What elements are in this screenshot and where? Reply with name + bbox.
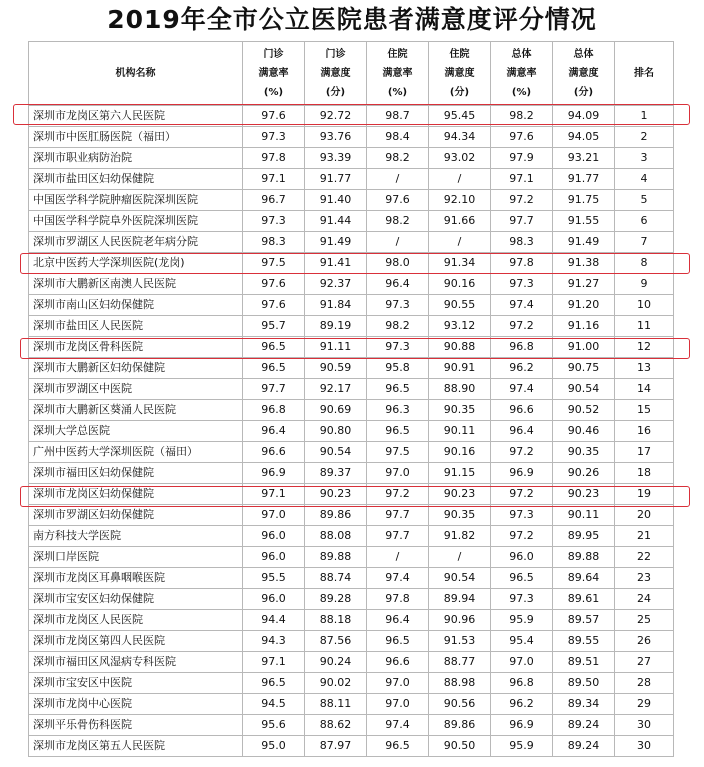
cell-institution-name: 深圳市龙岗区骨科医院 xyxy=(29,337,243,358)
cell-rank: 11 xyxy=(615,316,674,337)
cell-overall-rate: 97.2 xyxy=(491,442,553,463)
cell-outpatient-score: 90.24 xyxy=(305,652,367,673)
cell-institution-name: 深圳大学总医院 xyxy=(29,421,243,442)
cell-overall-score: 91.75 xyxy=(553,190,615,211)
table-row xyxy=(29,358,674,379)
cell-institution-name: 深圳市罗湖区人民医院老年病分院 xyxy=(29,232,243,253)
cell-overall-rate: 96.4 xyxy=(491,421,553,442)
cell-inpatient-rate: 98.2 xyxy=(367,211,429,232)
cell-inpatient-score: 90.56 xyxy=(429,694,491,715)
cell-inpatient-score: 90.35 xyxy=(429,400,491,421)
table-body xyxy=(29,106,674,757)
cell-inpatient-rate: 96.5 xyxy=(367,421,429,442)
cell-outpatient-rate: 96.6 xyxy=(243,442,305,463)
cell-outpatient-rate: 97.6 xyxy=(243,274,305,295)
cell-institution-name: 深圳市南山区妇幼保健院 xyxy=(29,295,243,316)
cell-outpatient-score: 92.17 xyxy=(305,379,367,400)
cell-inpatient-score: 90.11 xyxy=(429,421,491,442)
cell-rank: 8 xyxy=(615,253,674,274)
cell-inpatient-score: 90.96 xyxy=(429,610,491,631)
cell-rank: 20 xyxy=(615,505,674,526)
cell-inpatient-rate: 96.6 xyxy=(367,652,429,673)
cell-outpatient-score: 91.49 xyxy=(305,232,367,253)
cell-overall-score: 89.24 xyxy=(553,715,615,736)
cell-rank: 24 xyxy=(615,589,674,610)
cell-institution-name: 深圳市龙岗区耳鼻咽喉医院 xyxy=(29,568,243,589)
table-row xyxy=(29,610,674,631)
cell-outpatient-score: 88.18 xyxy=(305,610,367,631)
cell-outpatient-rate: 97.1 xyxy=(243,484,305,505)
table-row xyxy=(29,274,674,295)
cell-overall-rate: 95.9 xyxy=(491,610,553,631)
cell-inpatient-rate: 97.5 xyxy=(367,442,429,463)
cell-overall-score: 91.20 xyxy=(553,295,615,316)
cell-overall-score: 90.23 xyxy=(553,484,615,505)
cell-overall-rate: 96.8 xyxy=(491,673,553,694)
cell-outpatient-rate: 95.5 xyxy=(243,568,305,589)
cell-overall-score: 90.11 xyxy=(553,505,615,526)
cell-overall-score: 89.64 xyxy=(553,568,615,589)
cell-institution-name: 深圳市罗湖区妇幼保健院 xyxy=(29,505,243,526)
table-row xyxy=(29,169,674,190)
cell-overall-rate: 97.0 xyxy=(491,652,553,673)
cell-inpatient-rate: 97.7 xyxy=(367,505,429,526)
cell-overall-score: 91.55 xyxy=(553,211,615,232)
cell-overall-rate: 95.9 xyxy=(491,736,553,757)
table-row xyxy=(29,484,674,505)
header-institution-name: 机构名称 xyxy=(29,42,243,106)
cell-inpatient-score: / xyxy=(429,232,491,253)
cell-outpatient-rate: 97.3 xyxy=(243,127,305,148)
cell-rank: 27 xyxy=(615,652,674,673)
cell-overall-rate: 96.6 xyxy=(491,400,553,421)
cell-outpatient-score: 91.41 xyxy=(305,253,367,274)
cell-overall-score: 89.95 xyxy=(553,526,615,547)
cell-institution-name: 深圳市福田区妇幼保健院 xyxy=(29,463,243,484)
cell-rank: 15 xyxy=(615,400,674,421)
cell-inpatient-rate: 97.0 xyxy=(367,673,429,694)
cell-rank: 25 xyxy=(615,610,674,631)
cell-outpatient-rate: 96.0 xyxy=(243,547,305,568)
cell-outpatient-score: 89.88 xyxy=(305,547,367,568)
cell-outpatient-rate: 95.6 xyxy=(243,715,305,736)
cell-inpatient-rate: 98.7 xyxy=(367,106,429,127)
cell-outpatient-score: 92.37 xyxy=(305,274,367,295)
cell-outpatient-score: 88.11 xyxy=(305,694,367,715)
cell-inpatient-score: 90.16 xyxy=(429,442,491,463)
cell-outpatient-score: 93.39 xyxy=(305,148,367,169)
cell-inpatient-score: 91.66 xyxy=(429,211,491,232)
cell-outpatient-rate: 96.9 xyxy=(243,463,305,484)
cell-inpatient-rate: 97.4 xyxy=(367,715,429,736)
cell-outpatient-rate: 96.0 xyxy=(243,589,305,610)
cell-outpatient-rate: 96.8 xyxy=(243,400,305,421)
cell-institution-name: 北京中医药大学深圳医院(龙岗) xyxy=(29,253,243,274)
cell-overall-score: 91.00 xyxy=(553,337,615,358)
cell-inpatient-score: 90.54 xyxy=(429,568,491,589)
cell-overall-rate: 96.8 xyxy=(491,337,553,358)
cell-rank: 17 xyxy=(615,442,674,463)
cell-outpatient-rate: 97.5 xyxy=(243,253,305,274)
table-row xyxy=(29,379,674,400)
cell-overall-score: 91.38 xyxy=(553,253,615,274)
table-row xyxy=(29,715,674,736)
cell-rank: 30 xyxy=(615,736,674,757)
cell-outpatient-score: 91.77 xyxy=(305,169,367,190)
cell-overall-score: 91.16 xyxy=(553,316,615,337)
cell-inpatient-score: 91.15 xyxy=(429,463,491,484)
cell-overall-score: 89.50 xyxy=(553,673,615,694)
cell-inpatient-rate: 96.5 xyxy=(367,631,429,652)
table-row xyxy=(29,253,674,274)
table-row xyxy=(29,547,674,568)
cell-institution-name: 深圳市龙岗区第五人民医院 xyxy=(29,736,243,757)
table-row xyxy=(29,589,674,610)
cell-inpatient-score: 93.12 xyxy=(429,316,491,337)
cell-overall-score: 89.88 xyxy=(553,547,615,568)
cell-rank: 4 xyxy=(615,169,674,190)
cell-overall-rate: 96.0 xyxy=(491,547,553,568)
cell-rank: 5 xyxy=(615,190,674,211)
cell-inpatient-score: 88.98 xyxy=(429,673,491,694)
cell-overall-score: 89.24 xyxy=(553,736,615,757)
cell-institution-name: 广州中医药大学深圳医院（福田） xyxy=(29,442,243,463)
cell-inpatient-rate: 98.0 xyxy=(367,253,429,274)
cell-inpatient-score: 89.94 xyxy=(429,589,491,610)
cell-overall-rate: 97.3 xyxy=(491,505,553,526)
cell-outpatient-rate: 97.1 xyxy=(243,652,305,673)
cell-inpatient-rate: 97.0 xyxy=(367,694,429,715)
cell-rank: 16 xyxy=(615,421,674,442)
cell-overall-rate: 97.3 xyxy=(491,589,553,610)
cell-overall-rate: 96.2 xyxy=(491,358,553,379)
cell-overall-rate: 95.4 xyxy=(491,631,553,652)
cell-institution-name: 深圳口岸医院 xyxy=(29,547,243,568)
cell-institution-name: 深圳市盐田区人民医院 xyxy=(29,316,243,337)
table-row xyxy=(29,631,674,652)
cell-inpatient-rate: 98.2 xyxy=(367,148,429,169)
cell-rank: 10 xyxy=(615,295,674,316)
table-header-row xyxy=(29,42,674,106)
header-overall-satisfaction-rate: 总体 满意率 (%) xyxy=(491,42,553,106)
cell-overall-score: 91.77 xyxy=(553,169,615,190)
cell-overall-score: 93.21 xyxy=(553,148,615,169)
cell-inpatient-rate: 97.2 xyxy=(367,484,429,505)
cell-outpatient-score: 87.56 xyxy=(305,631,367,652)
cell-inpatient-score: / xyxy=(429,169,491,190)
cell-overall-score: 89.57 xyxy=(553,610,615,631)
cell-outpatient-score: 90.23 xyxy=(305,484,367,505)
cell-overall-score: 90.75 xyxy=(553,358,615,379)
cell-overall-score: 89.51 xyxy=(553,652,615,673)
cell-outpatient-rate: 96.4 xyxy=(243,421,305,442)
table-row xyxy=(29,736,674,757)
cell-overall-rate: 98.2 xyxy=(491,106,553,127)
cell-outpatient-rate: 97.6 xyxy=(243,106,305,127)
cell-outpatient-score: 91.11 xyxy=(305,337,367,358)
cell-overall-score: 90.54 xyxy=(553,379,615,400)
cell-rank: 12 xyxy=(615,337,674,358)
cell-inpatient-score: 90.91 xyxy=(429,358,491,379)
cell-institution-name: 深圳平乐骨伤科医院 xyxy=(29,715,243,736)
cell-inpatient-score: 91.82 xyxy=(429,526,491,547)
cell-outpatient-rate: 97.6 xyxy=(243,295,305,316)
cell-inpatient-score: 90.23 xyxy=(429,484,491,505)
cell-outpatient-score: 90.54 xyxy=(305,442,367,463)
table-row xyxy=(29,211,674,232)
table-row xyxy=(29,337,674,358)
cell-overall-rate: 97.2 xyxy=(491,526,553,547)
cell-institution-name: 中国医学科学院肿瘤医院深圳医院 xyxy=(29,190,243,211)
cell-overall-score: 91.27 xyxy=(553,274,615,295)
cell-outpatient-rate: 97.1 xyxy=(243,169,305,190)
cell-rank: 22 xyxy=(615,547,674,568)
cell-overall-rate: 97.2 xyxy=(491,484,553,505)
cell-overall-rate: 96.5 xyxy=(491,568,553,589)
cell-outpatient-rate: 96.0 xyxy=(243,526,305,547)
cell-inpatient-score: 90.88 xyxy=(429,337,491,358)
cell-overall-score: 90.26 xyxy=(553,463,615,484)
header-inpatient-satisfaction-score: 住院 满意度 (分) xyxy=(429,42,491,106)
cell-inpatient-rate: / xyxy=(367,232,429,253)
cell-inpatient-rate: 95.8 xyxy=(367,358,429,379)
table-row xyxy=(29,673,674,694)
cell-rank: 19 xyxy=(615,484,674,505)
cell-overall-rate: 97.3 xyxy=(491,274,553,295)
cell-rank: 21 xyxy=(615,526,674,547)
cell-institution-name: 深圳市大鹏新区妇幼保健院 xyxy=(29,358,243,379)
cell-overall-score: 94.09 xyxy=(553,106,615,127)
cell-institution-name: 深圳市龙岗区妇幼保健院 xyxy=(29,484,243,505)
cell-inpatient-rate: 97.7 xyxy=(367,526,429,547)
cell-institution-name: 深圳市龙岗区第四人民医院 xyxy=(29,631,243,652)
cell-inpatient-score: 94.34 xyxy=(429,127,491,148)
cell-institution-name: 深圳市龙岗区人民医院 xyxy=(29,610,243,631)
table-row xyxy=(29,127,674,148)
cell-inpatient-rate: 97.0 xyxy=(367,463,429,484)
cell-overall-rate: 97.7 xyxy=(491,211,553,232)
cell-inpatient-rate: / xyxy=(367,169,429,190)
cell-outpatient-score: 90.69 xyxy=(305,400,367,421)
cell-inpatient-score: 90.35 xyxy=(429,505,491,526)
cell-overall-rate: 97.6 xyxy=(491,127,553,148)
cell-inpatient-score: 90.50 xyxy=(429,736,491,757)
cell-overall-rate: 97.2 xyxy=(491,316,553,337)
table-row xyxy=(29,421,674,442)
cell-outpatient-score: 88.62 xyxy=(305,715,367,736)
table-row xyxy=(29,694,674,715)
cell-institution-name: 深圳市职业病防治院 xyxy=(29,148,243,169)
cell-rank: 23 xyxy=(615,568,674,589)
cell-outpatient-score: 90.59 xyxy=(305,358,367,379)
cell-outpatient-rate: 98.3 xyxy=(243,232,305,253)
cell-inpatient-score: / xyxy=(429,547,491,568)
cell-institution-name: 深圳市中医肛肠医院（福田） xyxy=(29,127,243,148)
cell-inpatient-score: 91.53 xyxy=(429,631,491,652)
cell-inpatient-rate: 98.4 xyxy=(367,127,429,148)
table-row xyxy=(29,190,674,211)
cell-outpatient-rate: 96.5 xyxy=(243,358,305,379)
cell-overall-rate: 97.4 xyxy=(491,295,553,316)
cell-outpatient-rate: 97.3 xyxy=(243,211,305,232)
table-row xyxy=(29,400,674,421)
cell-rank: 13 xyxy=(615,358,674,379)
cell-outpatient-score: 92.72 xyxy=(305,106,367,127)
cell-rank: 1 xyxy=(615,106,674,127)
cell-overall-score: 89.34 xyxy=(553,694,615,715)
cell-inpatient-score: 90.16 xyxy=(429,274,491,295)
cell-inpatient-score: 88.77 xyxy=(429,652,491,673)
cell-rank: 30 xyxy=(615,715,674,736)
cell-outpatient-rate: 96.7 xyxy=(243,190,305,211)
cell-inpatient-rate: 96.4 xyxy=(367,610,429,631)
cell-inpatient-rate: 96.4 xyxy=(367,274,429,295)
cell-overall-rate: 96.9 xyxy=(491,463,553,484)
table-row xyxy=(29,232,674,253)
cell-outpatient-rate: 97.0 xyxy=(243,505,305,526)
table-row xyxy=(29,106,674,127)
cell-outpatient-rate: 96.5 xyxy=(243,673,305,694)
cell-institution-name: 深圳市大鹏新区葵涌人民医院 xyxy=(29,400,243,421)
cell-overall-rate: 97.8 xyxy=(491,253,553,274)
cell-inpatient-rate: 96.3 xyxy=(367,400,429,421)
cell-inpatient-rate: 97.3 xyxy=(367,337,429,358)
cell-overall-score: 90.52 xyxy=(553,400,615,421)
cell-rank: 7 xyxy=(615,232,674,253)
cell-inpatient-rate: 98.2 xyxy=(367,316,429,337)
cell-outpatient-score: 88.74 xyxy=(305,568,367,589)
cell-outpatient-rate: 96.5 xyxy=(243,337,305,358)
cell-rank: 29 xyxy=(615,694,674,715)
cell-inpatient-rate: 96.5 xyxy=(367,736,429,757)
cell-rank: 26 xyxy=(615,631,674,652)
cell-outpatient-rate: 94.4 xyxy=(243,610,305,631)
cell-rank: 6 xyxy=(615,211,674,232)
cell-institution-name: 中国医学科学院阜外医院深圳医院 xyxy=(29,211,243,232)
cell-outpatient-score: 90.80 xyxy=(305,421,367,442)
cell-outpatient-rate: 95.0 xyxy=(243,736,305,757)
cell-overall-rate: 97.1 xyxy=(491,169,553,190)
table-row xyxy=(29,442,674,463)
cell-inpatient-score: 95.45 xyxy=(429,106,491,127)
cell-inpatient-score: 93.02 xyxy=(429,148,491,169)
cell-outpatient-score: 89.19 xyxy=(305,316,367,337)
cell-overall-rate: 96.2 xyxy=(491,694,553,715)
cell-inpatient-rate: 97.4 xyxy=(367,568,429,589)
cell-outpatient-score: 90.02 xyxy=(305,673,367,694)
header-inpatient-satisfaction-rate: 住院 满意率 (%) xyxy=(367,42,429,106)
header-overall-satisfaction-score: 总体 满意度 (分) xyxy=(553,42,615,106)
page-title: 2019年全市公立医院患者满意度评分情况 xyxy=(107,5,597,34)
cell-institution-name: 南方科技大学医院 xyxy=(29,526,243,547)
cell-institution-name: 深圳市罗湖区中医院 xyxy=(29,379,243,400)
cell-institution-name: 深圳市龙岗区第六人民医院 xyxy=(29,106,243,127)
cell-institution-name: 深圳市宝安区妇幼保健院 xyxy=(29,589,243,610)
cell-outpatient-score: 91.40 xyxy=(305,190,367,211)
header-outpatient-satisfaction-score: 门诊 满意度 (分) xyxy=(305,42,367,106)
cell-outpatient-score: 89.37 xyxy=(305,463,367,484)
cell-outpatient-score: 87.97 xyxy=(305,736,367,757)
cell-outpatient-rate: 94.5 xyxy=(243,694,305,715)
cell-overall-rate: 97.4 xyxy=(491,379,553,400)
cell-inpatient-rate: 97.8 xyxy=(367,589,429,610)
cell-outpatient-score: 89.86 xyxy=(305,505,367,526)
cell-inpatient-rate: 97.3 xyxy=(367,295,429,316)
cell-outpatient-score: 88.08 xyxy=(305,526,367,547)
cell-inpatient-score: 88.90 xyxy=(429,379,491,400)
cell-rank: 3 xyxy=(615,148,674,169)
cell-institution-name: 深圳市福田区风湿病专科医院 xyxy=(29,652,243,673)
cell-overall-score: 89.61 xyxy=(553,589,615,610)
cell-overall-rate: 97.9 xyxy=(491,148,553,169)
cell-rank: 2 xyxy=(615,127,674,148)
cell-rank: 14 xyxy=(615,379,674,400)
table-row xyxy=(29,148,674,169)
cell-overall-rate: 96.9 xyxy=(491,715,553,736)
cell-overall-rate: 97.2 xyxy=(491,190,553,211)
table-row xyxy=(29,526,674,547)
table-row xyxy=(29,505,674,526)
cell-rank: 28 xyxy=(615,673,674,694)
cell-outpatient-rate: 94.3 xyxy=(243,631,305,652)
cell-overall-score: 90.46 xyxy=(553,421,615,442)
cell-outpatient-score: 91.84 xyxy=(305,295,367,316)
cell-inpatient-rate: 96.5 xyxy=(367,379,429,400)
table-row xyxy=(29,463,674,484)
cell-outpatient-rate: 97.7 xyxy=(243,379,305,400)
cell-inpatient-score: 90.55 xyxy=(429,295,491,316)
cell-outpatient-score: 89.28 xyxy=(305,589,367,610)
cell-institution-name: 深圳市大鹏新区南澳人民医院 xyxy=(29,274,243,295)
cell-rank: 9 xyxy=(615,274,674,295)
cell-outpatient-rate: 95.7 xyxy=(243,316,305,337)
cell-overall-score: 90.35 xyxy=(553,442,615,463)
header-rank: 排名 xyxy=(615,42,674,106)
cell-overall-rate: 98.3 xyxy=(491,232,553,253)
cell-institution-name: 深圳市盐田区妇幼保健院 xyxy=(29,169,243,190)
table-row xyxy=(29,295,674,316)
cell-outpatient-rate: 97.8 xyxy=(243,148,305,169)
header-outpatient-satisfaction-rate: 门诊 满意率 (%) xyxy=(243,42,305,106)
cell-institution-name: 深圳市宝安区中医院 xyxy=(29,673,243,694)
table-row xyxy=(29,652,674,673)
cell-outpatient-score: 93.76 xyxy=(305,127,367,148)
cell-overall-score: 94.05 xyxy=(553,127,615,148)
cell-institution-name: 深圳市龙岗中心医院 xyxy=(29,694,243,715)
satisfaction-table xyxy=(28,41,674,757)
cell-overall-score: 91.49 xyxy=(553,232,615,253)
cell-inpatient-score: 91.34 xyxy=(429,253,491,274)
cell-inpatient-score: 89.86 xyxy=(429,715,491,736)
cell-rank: 18 xyxy=(615,463,674,484)
cell-outpatient-score: 91.44 xyxy=(305,211,367,232)
cell-inpatient-score: 92.10 xyxy=(429,190,491,211)
cell-inpatient-rate: / xyxy=(367,547,429,568)
cell-overall-score: 89.55 xyxy=(553,631,615,652)
table-row xyxy=(29,316,674,337)
cell-inpatient-rate: 97.6 xyxy=(367,190,429,211)
table-row xyxy=(29,568,674,589)
